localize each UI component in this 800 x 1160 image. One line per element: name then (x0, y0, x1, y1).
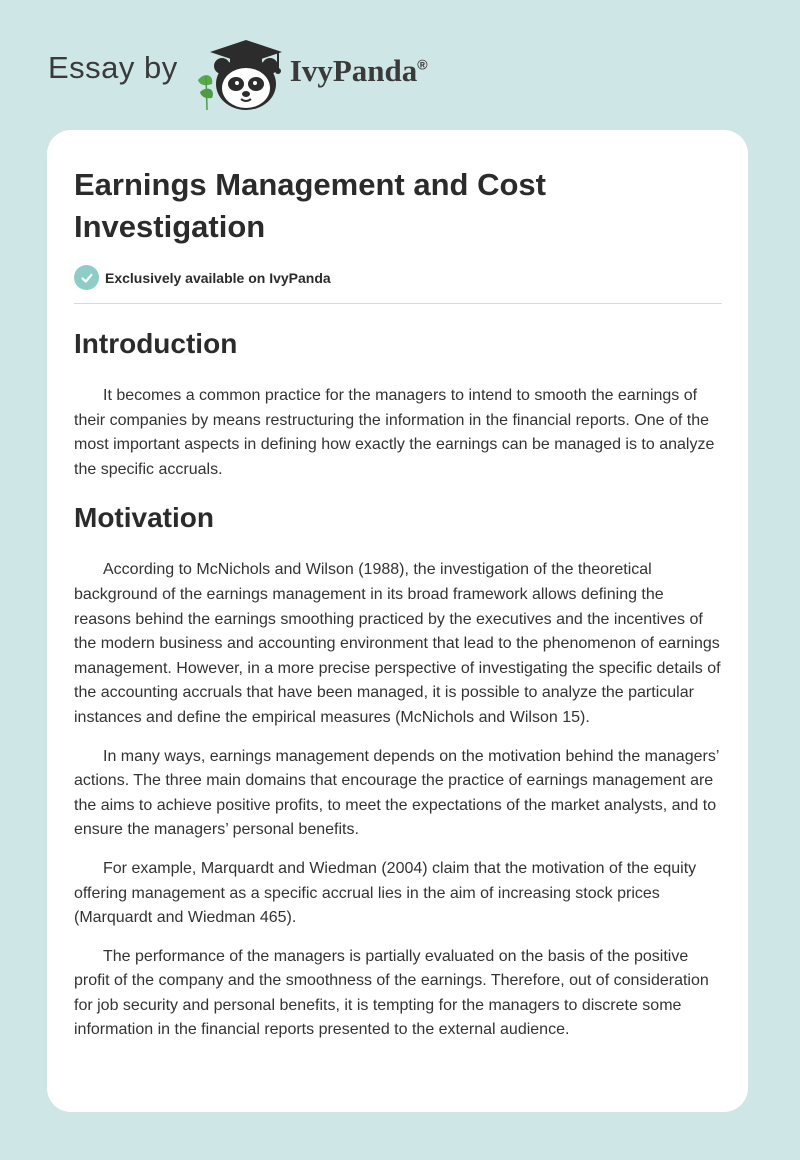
section-heading-motivation: Motivation (74, 502, 214, 534)
brand-name: IvyPanda® (289, 53, 428, 88)
paragraph: It becomes a common practice for the managers to intend to smooth the earnings of their companies by means restructuring the information in the financial reports. One of the most important aspects in defining how exactly the earnings can be managed is to analyze the specific accruals. (74, 387, 715, 478)
section-heading-introduction: Introduction (74, 328, 238, 359)
registered-mark: ® (417, 56, 428, 73)
paragraph: In many ways, earnings management depends on the motivation behind the managers’ actions. The three main domains that encourage the practice of earnings management are the aims to achieve positive profits, to meet the expectations of the market analysts, and to ensure the managers’ personal benefits. (74, 747, 719, 839)
brand-prefix: Essay by (48, 50, 178, 85)
exclusive-label: Exclusively available on IvyPanda (105, 269, 331, 286)
site-brand[interactable] (48, 34, 428, 114)
paragraph: The performance of the managers is partially evaluated on the basis of the positive profit of the company and the smoothness of the earnings. Therefore, out of consideration for job security and personal benefits, it is tempting for the managers to discrete some information in the financial reports presented to the external audience. (74, 947, 709, 1039)
paragraph: According to McNichols and Wilson (1988), the investigation of the theoretical background of the earnings management in its broad framework allows defining the reasons behind the earnings smoothing practiced by the executives and the incentives of the modern business and accounting environment that lead to the phenomenon of earnings management. However, in a more precise perspective of investigating the specific details of the accounting accruals that have been managed, it is possible to analyze the particular instances and define the empirical measures (McNichols and Wilson 15). (74, 561, 721, 726)
page-title: Earnings Management and Cost Investigation (74, 167, 546, 244)
divider (74, 303, 722, 304)
essay-card (47, 130, 748, 1112)
exclusive-badge (74, 265, 722, 290)
checkmark-icon (74, 265, 99, 290)
paragraph: For example, Marquardt and Wiedman (2004) claim that the motivation of the equity offering management as a specific accrual lies in the aim of increasing stock prices (Marquardt and Wiedman 465). (74, 859, 697, 927)
panda-graduate-icon (192, 36, 288, 112)
